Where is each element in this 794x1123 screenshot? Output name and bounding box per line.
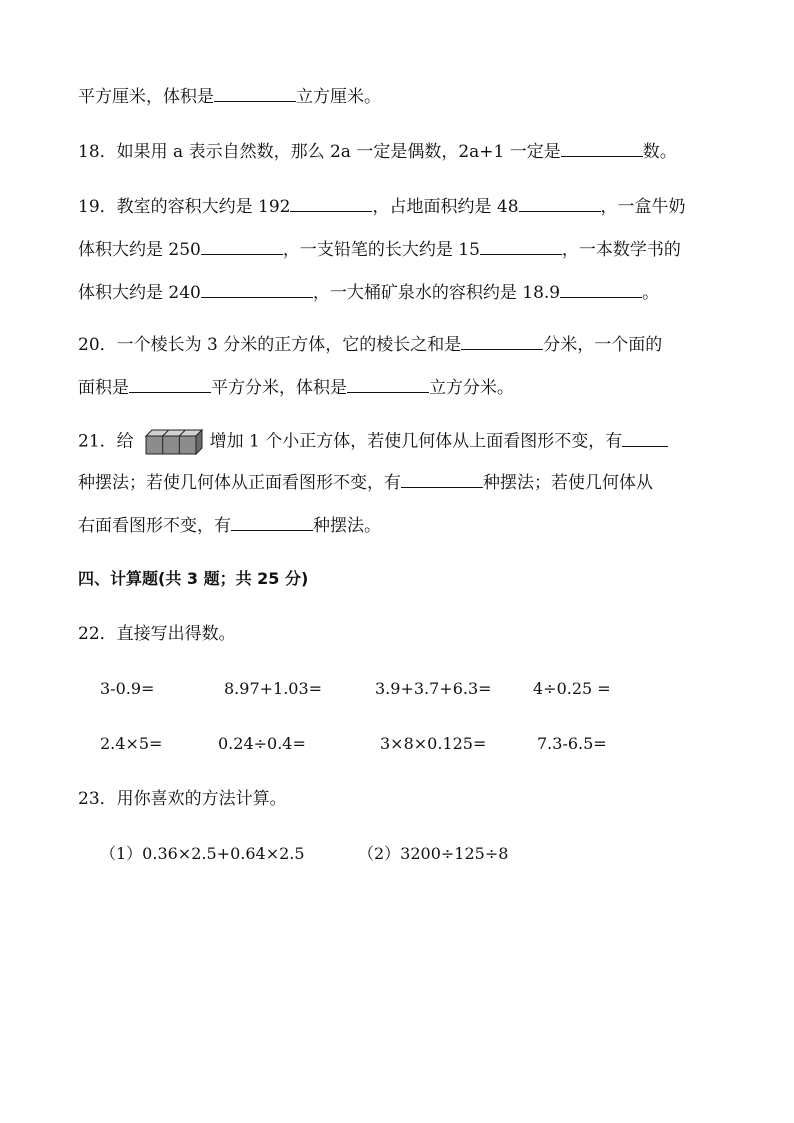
q19-line-3 <box>78 281 659 305</box>
q19-text: ，一盒牛奶 <box>600 197 686 217</box>
q22-title: 22．直接写出得数。 <box>78 624 236 644</box>
q18-line <box>78 140 677 164</box>
q23-title: 23．用你喜欢的方法计算。 <box>78 789 287 809</box>
q19-text: ，一本数学书的 <box>561 240 681 260</box>
q22-expr: 2.4×5= <box>100 734 163 753</box>
q21-line-2 <box>78 471 653 495</box>
q22-expr: 3×8×0.125= <box>380 734 487 753</box>
q20-text: 面积是 <box>78 378 129 398</box>
q21-text: 种摆法。 <box>313 516 381 536</box>
q20-text: 平方分米，体积是 <box>211 378 347 398</box>
q19-blank-pencil-length[interactable] <box>480 238 562 255</box>
q22-expr: 7.3-6.5= <box>537 734 607 753</box>
q19-blank-book-volume[interactable] <box>201 281 313 298</box>
q20-text: 20．一个棱长为 3 分米的正方体，它的棱长之和是 <box>78 335 462 355</box>
q19-text: ，占地面积约是 48 <box>372 197 519 217</box>
q19-text: 体积大约是 250 <box>78 240 201 260</box>
q21-text: 21．给 <box>78 431 134 452</box>
q18-text-2: 数。 <box>642 142 677 162</box>
q20-blank-edge-sum[interactable] <box>461 333 543 350</box>
q19-line-1 <box>78 195 686 219</box>
q20-line-1 <box>78 333 662 357</box>
q18-blank[interactable] <box>561 140 643 157</box>
q17-blank-volume[interactable] <box>214 85 296 102</box>
q18-text-1: 18．如果用 a 表示自然数，那么 2a 一定是偶数，2a+1 一定是 <box>78 142 561 162</box>
q21-blank-front-view[interactable] <box>401 471 483 488</box>
q17-text-2: 立方厘米。 <box>296 87 381 107</box>
q23-item-2: （2）3200÷125÷8 <box>358 844 509 863</box>
q17-text-1: 平方厘米，体积是 <box>78 87 214 107</box>
q19-blank-classroom-volume[interactable] <box>290 195 372 212</box>
q21-text: 种摆法；若使几何体从 <box>483 473 653 493</box>
q22-expr: 8.97+1.03= <box>224 679 323 698</box>
q19-blank-floor-area[interactable] <box>519 195 601 212</box>
q19-line-2 <box>78 238 681 262</box>
q21-line-3 <box>78 514 381 538</box>
q21-text: 右面看图形不变，有 <box>78 516 231 536</box>
q20-line-2 <box>78 376 514 400</box>
q22-expr: 3.9+3.7+6.3= <box>375 679 492 698</box>
q22-expr: 3-0.9= <box>100 679 155 698</box>
q19-text: ，一大桶矿泉水的容积约是 18.9 <box>312 283 561 303</box>
q19-text: 体积大约是 240 <box>78 283 201 303</box>
q21-line-1 <box>78 428 668 456</box>
q20-blank-face-area[interactable] <box>129 376 211 393</box>
q19-blank-milk-volume[interactable] <box>201 238 283 255</box>
q22-expr: 0.24÷0.4= <box>218 734 306 753</box>
section-4-heading: 四、计算题(共 3 题；共 25 分) <box>78 569 309 588</box>
q21-text: 增加 1 个小正方体，若使几何体从上面看图形不变，有 <box>209 431 623 452</box>
q21-blank-top-view[interactable] <box>622 430 668 447</box>
q20-text: 分米，一个面的 <box>543 335 663 355</box>
q23-item-1: （1）0.36×2.5+0.64×2.5 <box>100 844 305 863</box>
three-cubes-in-row-icon <box>144 428 204 456</box>
q19-text: 19．教室的容积大约是 192 <box>78 197 291 217</box>
q19-text: 。 <box>642 283 660 303</box>
q21-blank-right-view[interactable] <box>231 514 313 531</box>
q20-text: 立方分米。 <box>429 378 514 398</box>
q17-line <box>78 85 381 109</box>
q21-text: 种摆法；若使几何体从正面看图形不变，有 <box>78 473 401 493</box>
q19-blank-water-volume[interactable] <box>560 281 642 298</box>
q19-text: ，一支铅笔的长大约是 15 <box>282 240 480 260</box>
q20-blank-volume[interactable] <box>347 376 429 393</box>
q22-expr: 4÷0.25 = <box>533 679 611 698</box>
